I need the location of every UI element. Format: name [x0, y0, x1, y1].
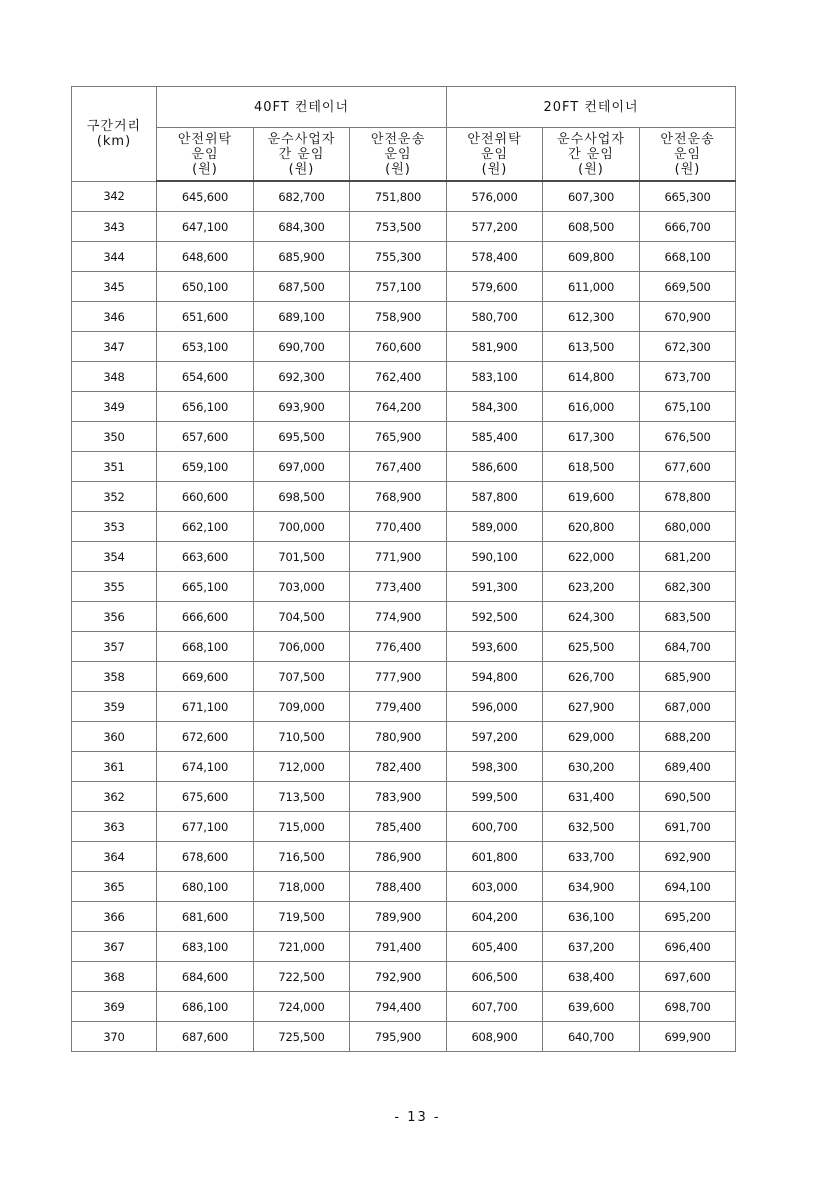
rate-cell: 685,900 — [640, 662, 736, 692]
rate-cell: 707,500 — [254, 662, 350, 692]
rate-cell: 765,900 — [350, 422, 447, 452]
column-header-line: 운임 — [480, 146, 509, 162]
rate-cell: 715,000 — [254, 812, 350, 842]
rate-cell: 684,700 — [640, 632, 736, 662]
table-row — [72, 572, 736, 602]
rate-cell: 624,300 — [543, 602, 640, 632]
rate-cell: 774,900 — [350, 602, 447, 632]
rate-cell: 718,000 — [254, 872, 350, 902]
table-row — [72, 722, 736, 752]
rate-cell: 577,200 — [447, 212, 543, 242]
table-row — [72, 992, 736, 1022]
rate-cell: 609,800 — [543, 242, 640, 272]
distance-cell: 348 — [72, 362, 157, 392]
column-header-line: (원) — [192, 161, 218, 177]
rate-cell: 593,600 — [447, 632, 543, 662]
rate-cell: 690,500 — [640, 782, 736, 812]
column-header-line: 간 운임 — [278, 146, 325, 162]
rate-cell: 632,500 — [543, 812, 640, 842]
rate-cell: 722,500 — [254, 962, 350, 992]
distance-cell: 350 — [72, 422, 157, 452]
column-header — [350, 128, 447, 182]
rate-cell: 645,600 — [157, 181, 254, 212]
table-row — [72, 482, 736, 512]
rate-cell: 659,100 — [157, 452, 254, 482]
rate-cell: 583,100 — [447, 362, 543, 392]
rate-cell: 613,500 — [543, 332, 640, 362]
distance-cell: 369 — [72, 992, 157, 1022]
rate-cell: 786,900 — [350, 842, 447, 872]
table-row — [72, 602, 736, 632]
rate-cell: 695,500 — [254, 422, 350, 452]
rate-cell: 771,900 — [350, 542, 447, 572]
rate-cell: 687,000 — [640, 692, 736, 722]
rate-cell: 697,600 — [640, 962, 736, 992]
rate-cell: 713,500 — [254, 782, 350, 812]
rate-cell: 764,200 — [350, 392, 447, 422]
rate-cell: 680,000 — [640, 512, 736, 542]
rate-cell: 682,300 — [640, 572, 736, 602]
rate-cell: 627,900 — [543, 692, 640, 722]
distance-cell: 345 — [72, 272, 157, 302]
rate-cell: 647,100 — [157, 212, 254, 242]
table-row — [72, 932, 736, 962]
rate-cell: 631,400 — [543, 782, 640, 812]
distance-cell: 363 — [72, 812, 157, 842]
rate-cell: 637,200 — [543, 932, 640, 962]
rate-cell: 791,400 — [350, 932, 447, 962]
distance-cell: 368 — [72, 962, 157, 992]
rate-cell: 710,500 — [254, 722, 350, 752]
rate-cell: 634,900 — [543, 872, 640, 902]
rate-cell: 712,000 — [254, 752, 350, 782]
distance-cell: 352 — [72, 482, 157, 512]
distance-header — [72, 87, 157, 182]
distance-cell: 359 — [72, 692, 157, 722]
rate-cell: 618,500 — [543, 452, 640, 482]
rate-cell: 671,100 — [157, 692, 254, 722]
distance-cell: 367 — [72, 932, 157, 962]
distance-cell: 364 — [72, 842, 157, 872]
column-header-line: 운임 — [673, 146, 702, 162]
table-row — [72, 632, 736, 662]
column-header-line: 운수사업자 — [267, 131, 336, 147]
rate-cell: 584,300 — [447, 392, 543, 422]
rate-cell: 603,000 — [447, 872, 543, 902]
distance-cell: 366 — [72, 902, 157, 932]
rate-cell: 689,100 — [254, 302, 350, 332]
rate-cell: 636,100 — [543, 902, 640, 932]
distance-cell: 361 — [72, 752, 157, 782]
column-header — [254, 128, 350, 182]
distance-cell: 351 — [72, 452, 157, 482]
rate-cell: 683,100 — [157, 932, 254, 962]
rate-cell: 578,400 — [447, 242, 543, 272]
distance-cell: 355 — [72, 572, 157, 602]
rate-cell: 675,100 — [640, 392, 736, 422]
rate-cell: 590,100 — [447, 542, 543, 572]
rate-cell: 585,400 — [447, 422, 543, 452]
table-row — [72, 752, 736, 782]
rate-cell: 666,700 — [640, 212, 736, 242]
rate-cell: 762,400 — [350, 362, 447, 392]
rate-cell: 633,700 — [543, 842, 640, 872]
rate-cell: 657,600 — [157, 422, 254, 452]
rate-cell: 670,900 — [640, 302, 736, 332]
rate-table-body — [72, 181, 736, 1052]
rate-cell: 698,500 — [254, 482, 350, 512]
rate-cell: 589,000 — [447, 512, 543, 542]
rate-cell: 758,900 — [350, 302, 447, 332]
rate-cell: 751,800 — [350, 181, 447, 212]
rate-cell: 757,100 — [350, 272, 447, 302]
rate-cell: 605,400 — [447, 932, 543, 962]
rate-cell: 724,000 — [254, 992, 350, 1022]
rate-cell: 686,100 — [157, 992, 254, 1022]
rate-cell: 682,700 — [254, 181, 350, 212]
rate-cell: 693,900 — [254, 392, 350, 422]
rate-cell: 598,300 — [447, 752, 543, 782]
rate-cell: 673,700 — [640, 362, 736, 392]
rate-cell: 678,600 — [157, 842, 254, 872]
rate-cell: 690,700 — [254, 332, 350, 362]
table-row — [72, 1022, 736, 1052]
rate-cell: 703,000 — [254, 572, 350, 602]
table-row — [72, 842, 736, 872]
rate-cell: 601,800 — [447, 842, 543, 872]
rate-cell: 639,600 — [543, 992, 640, 1022]
rate-cell: 599,500 — [447, 782, 543, 812]
rate-cell: 576,000 — [447, 181, 543, 212]
column-header-line: (원) — [578, 161, 604, 177]
rate-cell: 725,500 — [254, 1022, 350, 1052]
rate-cell: 683,500 — [640, 602, 736, 632]
rate-cell: 785,400 — [350, 812, 447, 842]
column-header-line: (원) — [674, 161, 701, 177]
rate-cell: 640,700 — [543, 1022, 640, 1052]
rate-cell: 680,100 — [157, 872, 254, 902]
rate-cell: 587,800 — [447, 482, 543, 512]
group-header-20ft: 20FT 컨테이너 — [447, 87, 736, 128]
distance-cell: 365 — [72, 872, 157, 902]
rate-cell: 617,300 — [543, 422, 640, 452]
rate-cell: 721,000 — [254, 932, 350, 962]
distance-cell: 343 — [72, 212, 157, 242]
rate-cell: 706,000 — [254, 632, 350, 662]
rate-cell: 586,600 — [447, 452, 543, 482]
table-row — [72, 422, 736, 452]
distance-cell: 357 — [72, 632, 157, 662]
distance-cell: 370 — [72, 1022, 157, 1052]
column-header — [157, 128, 254, 182]
page-number: - 13 - — [394, 1110, 441, 1125]
column-header-line: 운임 — [384, 146, 412, 162]
rate-cell: 760,600 — [350, 332, 447, 362]
rate-cell: 672,600 — [157, 722, 254, 752]
column-header-line: (원) — [288, 161, 315, 177]
rate-cell: 619,600 — [543, 482, 640, 512]
column-header-row — [72, 128, 736, 182]
rate-cell: 608,500 — [543, 212, 640, 242]
rate-cell: 709,000 — [254, 692, 350, 722]
rate-cell: 795,900 — [350, 1022, 447, 1052]
distance-cell: 346 — [72, 302, 157, 332]
rate-cell: 697,000 — [254, 452, 350, 482]
distance-header-line: 구간거리 — [86, 118, 142, 134]
rate-cell: 580,700 — [447, 302, 543, 332]
table-row — [72, 782, 736, 812]
rate-cell: 594,800 — [447, 662, 543, 692]
rate-cell: 681,600 — [157, 902, 254, 932]
freight-rate-table — [71, 86, 736, 1052]
distance-cell: 347 — [72, 332, 157, 362]
rate-cell: 629,000 — [543, 722, 640, 752]
table-row — [72, 962, 736, 992]
rate-cell: 669,600 — [157, 662, 254, 692]
column-header — [640, 128, 736, 182]
rate-cell: 620,800 — [543, 512, 640, 542]
table-row — [72, 242, 736, 272]
rate-cell: 780,900 — [350, 722, 447, 752]
column-header-line: 안전운송 — [660, 131, 715, 147]
distance-cell: 344 — [72, 242, 157, 272]
rate-cell: 788,400 — [350, 872, 447, 902]
rate-cell: 674,100 — [157, 752, 254, 782]
rate-cell: 678,800 — [640, 482, 736, 512]
rate-cell: 675,600 — [157, 782, 254, 812]
rate-cell: 672,300 — [640, 332, 736, 362]
table-row — [72, 662, 736, 692]
table-row — [72, 392, 736, 422]
rate-cell: 684,300 — [254, 212, 350, 242]
rate-cell: 716,500 — [254, 842, 350, 872]
rate-cell: 579,600 — [447, 272, 543, 302]
rate-cell: 704,500 — [254, 602, 350, 632]
rate-cell: 648,600 — [157, 242, 254, 272]
rate-cell: 656,100 — [157, 392, 254, 422]
column-header-line: 운임 — [191, 146, 219, 162]
column-header — [543, 128, 640, 182]
table-row — [72, 902, 736, 932]
distance-unit-line: (km) — [96, 133, 132, 149]
rate-cell: 777,900 — [350, 662, 447, 692]
rate-cell: 611,000 — [543, 272, 640, 302]
rate-cell: 701,500 — [254, 542, 350, 572]
rate-cell: 779,400 — [350, 692, 447, 722]
rate-cell: 654,600 — [157, 362, 254, 392]
rate-cell: 662,100 — [157, 512, 254, 542]
rate-cell: 666,600 — [157, 602, 254, 632]
rate-cell: 616,000 — [543, 392, 640, 422]
rate-cell: 792,900 — [350, 962, 447, 992]
rate-cell: 600,700 — [447, 812, 543, 842]
rate-cell: 665,300 — [640, 181, 736, 212]
distance-cell: 354 — [72, 542, 157, 572]
rate-cell: 688,200 — [640, 722, 736, 752]
rate-cell: 698,700 — [640, 992, 736, 1022]
rate-cell: 753,500 — [350, 212, 447, 242]
distance-cell: 349 — [72, 392, 157, 422]
column-header — [447, 128, 543, 182]
rate-cell: 684,600 — [157, 962, 254, 992]
rate-cell: 607,700 — [447, 992, 543, 1022]
rate-cell: 626,700 — [543, 662, 640, 692]
rate-cell: 625,500 — [543, 632, 640, 662]
rate-cell: 689,400 — [640, 752, 736, 782]
table-row — [72, 812, 736, 842]
column-header-line: 간 운임 — [568, 146, 614, 162]
rate-cell: 768,900 — [350, 482, 447, 512]
rate-cell: 665,100 — [157, 572, 254, 602]
table-row — [72, 452, 736, 482]
rate-cell: 623,200 — [543, 572, 640, 602]
rate-cell: 695,200 — [640, 902, 736, 932]
table-row — [72, 302, 736, 332]
rate-cell: 783,900 — [350, 782, 447, 812]
rate-cell: 677,100 — [157, 812, 254, 842]
table-row — [72, 692, 736, 722]
rate-cell: 651,600 — [157, 302, 254, 332]
group-header-40ft: 40FT 컨테이너 — [157, 87, 447, 128]
rate-cell: 776,400 — [350, 632, 447, 662]
rate-cell: 676,500 — [640, 422, 736, 452]
rate-cell: 789,900 — [350, 902, 447, 932]
rate-cell: 691,700 — [640, 812, 736, 842]
table-row — [72, 512, 736, 542]
rate-cell: 770,400 — [350, 512, 447, 542]
rate-cell: 677,600 — [640, 452, 736, 482]
rate-cell: 592,500 — [447, 602, 543, 632]
rate-cell: 612,300 — [543, 302, 640, 332]
rate-cell: 694,100 — [640, 872, 736, 902]
rate-cell: 699,900 — [640, 1022, 736, 1052]
rate-cell: 719,500 — [254, 902, 350, 932]
column-header-line: 안전위탁 — [177, 131, 233, 147]
rate-cell: 696,400 — [640, 932, 736, 962]
distance-cell: 342 — [72, 181, 157, 212]
rate-cell: 685,900 — [254, 242, 350, 272]
rate-cell: 669,500 — [640, 272, 736, 302]
rate-cell: 663,600 — [157, 542, 254, 572]
rate-cell: 767,400 — [350, 452, 447, 482]
rate-cell: 794,400 — [350, 992, 447, 1022]
rate-cell: 622,000 — [543, 542, 640, 572]
rate-cell: 581,900 — [447, 332, 543, 362]
rate-cell: 607,300 — [543, 181, 640, 212]
table-row — [72, 272, 736, 302]
column-header-line: 운수사업자 — [557, 131, 625, 147]
rate-cell: 653,100 — [157, 332, 254, 362]
column-header-line: (원) — [481, 161, 508, 177]
column-header-line: (원) — [385, 161, 411, 177]
rate-cell: 692,300 — [254, 362, 350, 392]
table-row — [72, 332, 736, 362]
rate-cell: 687,500 — [254, 272, 350, 302]
rate-cell: 668,100 — [157, 632, 254, 662]
distance-cell: 360 — [72, 722, 157, 752]
rate-cell: 692,900 — [640, 842, 736, 872]
rate-cell: 681,200 — [640, 542, 736, 572]
distance-cell: 353 — [72, 512, 157, 542]
column-header-line: 안전위탁 — [467, 131, 522, 147]
rate-cell: 668,100 — [640, 242, 736, 272]
rate-cell: 608,900 — [447, 1022, 543, 1052]
table-row — [72, 362, 736, 392]
table-row — [72, 212, 736, 242]
rate-cell: 591,300 — [447, 572, 543, 602]
rate-cell: 650,100 — [157, 272, 254, 302]
rate-cell: 755,300 — [350, 242, 447, 272]
rate-cell: 660,600 — [157, 482, 254, 512]
rate-cell: 604,200 — [447, 902, 543, 932]
rate-cell: 700,000 — [254, 512, 350, 542]
header-group-row — [72, 87, 736, 128]
table-row — [72, 181, 736, 212]
rate-cell: 596,000 — [447, 692, 543, 722]
distance-cell: 356 — [72, 602, 157, 632]
rate-cell: 638,400 — [543, 962, 640, 992]
column-header-line: 안전운송 — [370, 131, 426, 147]
rate-cell: 782,400 — [350, 752, 447, 782]
rate-cell: 606,500 — [447, 962, 543, 992]
table-row — [72, 542, 736, 572]
rate-cell: 597,200 — [447, 722, 543, 752]
rate-cell: 773,400 — [350, 572, 447, 602]
table-row — [72, 872, 736, 902]
distance-cell: 358 — [72, 662, 157, 692]
rate-cell: 687,600 — [157, 1022, 254, 1052]
rate-cell: 630,200 — [543, 752, 640, 782]
distance-cell: 362 — [72, 782, 157, 812]
rate-cell: 614,800 — [543, 362, 640, 392]
